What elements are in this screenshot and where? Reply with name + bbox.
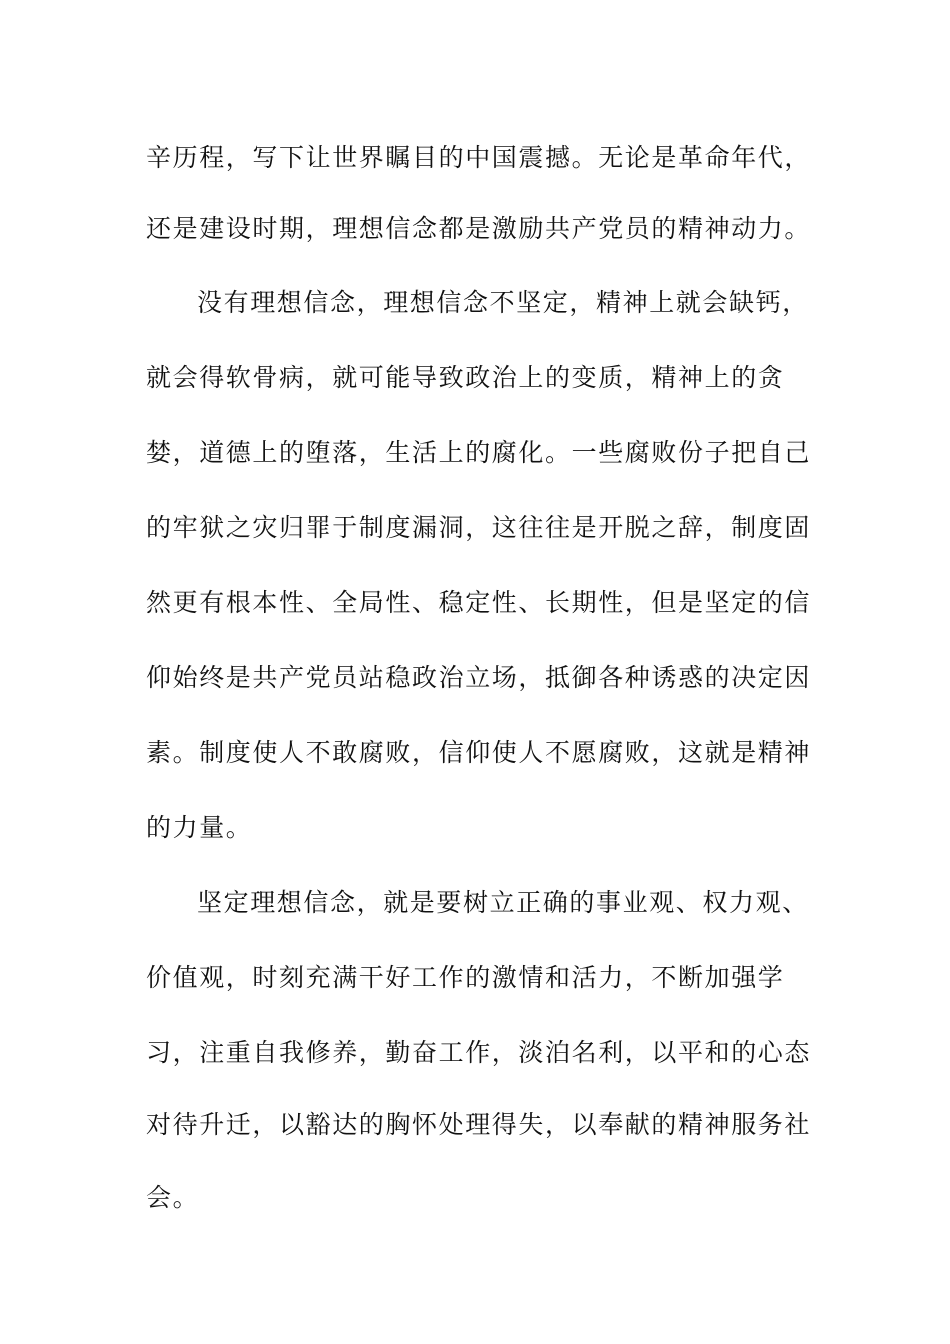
text-line: 习，注重自我修养，勤奋工作，淡泊名利，以平和的心态 (146, 1038, 812, 1067)
text-line: 的牢狱之灾归罪于制度漏洞，这往往是开脱之辞，制度固 (146, 513, 812, 542)
text-line: 素。制度使人不敢腐败，信仰使人不愿腐败，这就是精神 (146, 738, 812, 767)
text-line: 辛历程，写下让世界瞩目的中国震撼。无论是革命年代， (146, 143, 812, 172)
text-line: 对待升迁，以豁达的胸怀处理得失，以奉献的精神服务社 (146, 1110, 812, 1139)
paragraph-first-line: 坚定理想信念，就是要树立正确的事业观、权力观、 (197, 888, 809, 917)
text-line: 仰始终是共产党员站稳政治立场，抵御各种诱惑的决定因 (146, 663, 812, 692)
text-line: 然更有根本性、全局性、稳定性、长期性，但是坚定的信 (146, 588, 812, 617)
text-line: 会。 (146, 1183, 200, 1212)
text-line: 的力量。 (146, 813, 253, 842)
text-line: 还是建设时期，理想信念都是激励共产党员的精神动力。 (146, 214, 812, 243)
text-line: 就会得软骨病，就可能导致政治上的变质，精神上的贪 (146, 363, 785, 392)
paragraph-first-line: 没有理想信念，理想信念不坚定，精神上就会缺钙， (197, 288, 809, 317)
text-line: 婪，道德上的堕落，生活上的腐化。一些腐败份子把自己 (146, 438, 812, 467)
text-line: 价值观，时刻充满干好工作的激情和活力，不断加强学 (146, 963, 785, 992)
